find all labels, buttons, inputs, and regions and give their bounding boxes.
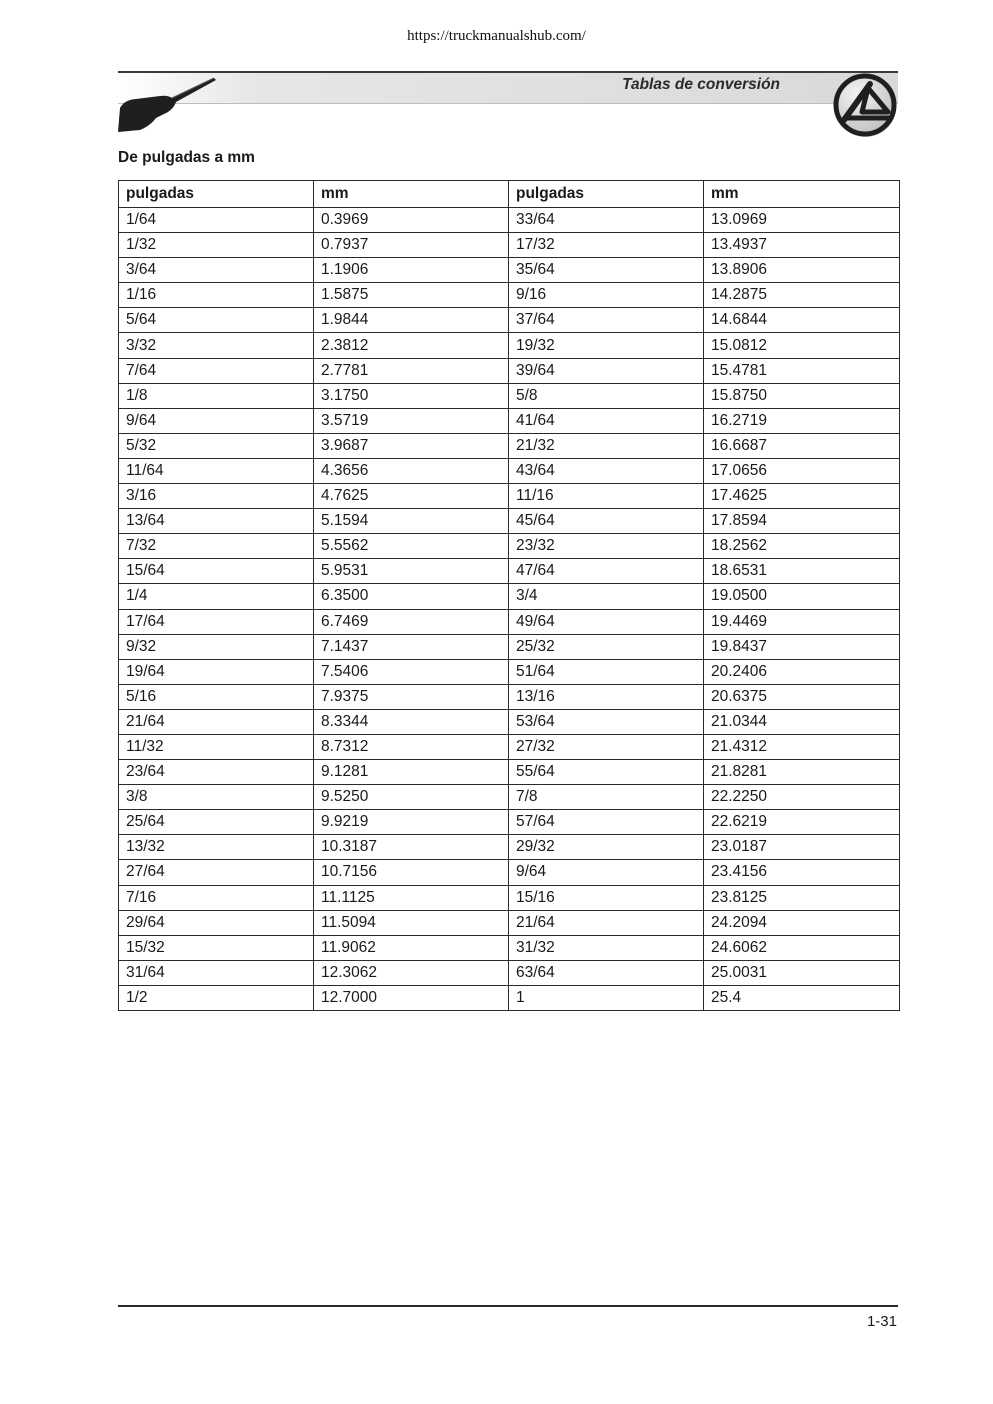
cell-mm: 23.8125 <box>704 885 900 910</box>
cell-inches: 23/32 <box>509 534 704 559</box>
cell-inches: 21/32 <box>509 433 704 458</box>
cell-inches: 13/64 <box>119 509 314 534</box>
cell-inches: 27/64 <box>119 860 314 885</box>
cell-mm: 1.1906 <box>314 258 509 283</box>
cell-inches: 27/32 <box>509 734 704 759</box>
cell-inches: 49/64 <box>509 609 704 634</box>
cell-mm: 19.0500 <box>704 584 900 609</box>
cell-mm: 4.3656 <box>314 458 509 483</box>
cell-mm: 5.9531 <box>314 559 509 584</box>
cell-mm: 10.3187 <box>314 835 509 860</box>
cell-mm: 21.0344 <box>704 709 900 734</box>
cell-mm: 13.8906 <box>704 258 900 283</box>
table-row <box>119 458 900 483</box>
cell-inches: 29/32 <box>509 835 704 860</box>
cell-inches: 1/64 <box>119 208 314 233</box>
table-row <box>119 860 900 885</box>
cell-mm: 19.8437 <box>704 634 900 659</box>
cell-inches: 33/64 <box>509 208 704 233</box>
cell-inches: 37/64 <box>509 308 704 333</box>
cell-mm: 11.9062 <box>314 935 509 960</box>
table-row <box>119 258 900 283</box>
table-row <box>119 534 900 559</box>
cell-mm: 17.8594 <box>704 509 900 534</box>
cell-mm: 0.7937 <box>314 233 509 258</box>
table-row <box>119 960 900 985</box>
cell-inches: 15/32 <box>119 935 314 960</box>
table-row <box>119 810 900 835</box>
cell-mm: 5.5562 <box>314 534 509 559</box>
table-row <box>119 760 900 785</box>
table-header-row <box>119 181 900 208</box>
table-row <box>119 885 900 910</box>
column-header-inches: pulgadas <box>119 181 314 208</box>
conversion-table <box>118 180 900 1011</box>
cell-mm: 19.4469 <box>704 609 900 634</box>
cell-mm: 9.1281 <box>314 760 509 785</box>
cell-mm: 6.7469 <box>314 609 509 634</box>
table-row <box>119 333 900 358</box>
cell-inches: 9/64 <box>509 860 704 885</box>
cell-inches: 1/8 <box>119 383 314 408</box>
cell-mm: 4.7625 <box>314 484 509 509</box>
cell-mm: 22.6219 <box>704 810 900 835</box>
cell-inches: 1/16 <box>119 283 314 308</box>
cell-mm: 14.2875 <box>704 283 900 308</box>
table-row <box>119 659 900 684</box>
cell-inches: 7/32 <box>119 534 314 559</box>
cell-inches: 1/4 <box>119 584 314 609</box>
cell-mm: 16.6687 <box>704 433 900 458</box>
cell-mm: 13.4937 <box>704 233 900 258</box>
table-row <box>119 910 900 935</box>
cell-mm: 8.3344 <box>314 709 509 734</box>
table-row <box>119 559 900 584</box>
cell-inches: 25/64 <box>119 810 314 835</box>
cell-inches: 39/64 <box>509 358 704 383</box>
table-row <box>119 985 900 1010</box>
table-row <box>119 408 900 433</box>
table-row <box>119 484 900 509</box>
cell-inches: 23/64 <box>119 760 314 785</box>
cell-inches: 11/16 <box>509 484 704 509</box>
cell-mm: 25.4 <box>704 985 900 1010</box>
cell-mm: 1.9844 <box>314 308 509 333</box>
cell-inches: 5/32 <box>119 433 314 458</box>
cell-mm: 0.3969 <box>314 208 509 233</box>
cell-mm: 21.8281 <box>704 760 900 785</box>
cell-inches: 1/2 <box>119 985 314 1010</box>
cell-mm: 15.8750 <box>704 383 900 408</box>
cell-mm: 9.9219 <box>314 810 509 835</box>
cell-mm: 8.7312 <box>314 734 509 759</box>
cell-inches: 15/64 <box>119 559 314 584</box>
table-row <box>119 308 900 333</box>
cell-inches: 3/8 <box>119 785 314 810</box>
cell-inches: 5/16 <box>119 684 314 709</box>
cell-inches: 15/16 <box>509 885 704 910</box>
cell-inches: 7/8 <box>509 785 704 810</box>
cell-mm: 2.3812 <box>314 333 509 358</box>
cell-inches: 3/16 <box>119 484 314 509</box>
table-row <box>119 734 900 759</box>
page-number: 1-31 <box>866 1313 897 1330</box>
column-header-inches: pulgadas <box>509 181 704 208</box>
cell-inches: 11/64 <box>119 458 314 483</box>
chapter-logo-icon <box>832 72 900 140</box>
cell-mm: 18.6531 <box>704 559 900 584</box>
cell-mm: 20.2406 <box>704 659 900 684</box>
table-row <box>119 684 900 709</box>
cell-inches: 31/64 <box>119 960 314 985</box>
cell-inches: 51/64 <box>509 659 704 684</box>
cell-mm: 15.0812 <box>704 333 900 358</box>
cell-mm: 9.5250 <box>314 785 509 810</box>
cell-mm: 1.5875 <box>314 283 509 308</box>
cell-inches: 5/64 <box>119 308 314 333</box>
cell-mm: 14.6844 <box>704 308 900 333</box>
table-row <box>119 433 900 458</box>
cell-inches: 1/32 <box>119 233 314 258</box>
table-row <box>119 609 900 634</box>
cell-inches: 5/8 <box>509 383 704 408</box>
cell-inches: 17/64 <box>119 609 314 634</box>
cell-mm: 20.6375 <box>704 684 900 709</box>
cell-mm: 12.7000 <box>314 985 509 1010</box>
cell-inches: 3/32 <box>119 333 314 358</box>
cell-inches: 7/16 <box>119 885 314 910</box>
cell-mm: 15.4781 <box>704 358 900 383</box>
column-header-mm: mm <box>314 181 509 208</box>
table-row <box>119 935 900 960</box>
cell-mm: 16.2719 <box>704 408 900 433</box>
cell-inches: 11/32 <box>119 734 314 759</box>
cell-inches: 47/64 <box>509 559 704 584</box>
cell-inches: 19/32 <box>509 333 704 358</box>
cell-mm: 11.1125 <box>314 885 509 910</box>
cell-inches: 53/64 <box>509 709 704 734</box>
cell-inches: 17/32 <box>509 233 704 258</box>
cell-inches: 45/64 <box>509 509 704 534</box>
cell-mm: 2.7781 <box>314 358 509 383</box>
cell-inches: 13/16 <box>509 684 704 709</box>
cell-inches: 21/64 <box>119 709 314 734</box>
cell-inches: 9/64 <box>119 408 314 433</box>
table-row <box>119 233 900 258</box>
cell-mm: 7.1437 <box>314 634 509 659</box>
cell-mm: 3.1750 <box>314 383 509 408</box>
cell-inches: 9/32 <box>119 634 314 659</box>
column-header-mm: mm <box>704 181 900 208</box>
table-row <box>119 509 900 534</box>
table-row <box>119 634 900 659</box>
table-row <box>119 383 900 408</box>
cell-mm: 17.4625 <box>704 484 900 509</box>
cell-mm: 6.3500 <box>314 584 509 609</box>
cell-inches: 43/64 <box>509 458 704 483</box>
cell-inches: 25/32 <box>509 634 704 659</box>
cell-mm: 11.5094 <box>314 910 509 935</box>
header-title: Tablas de conversión <box>622 76 780 93</box>
cell-mm: 10.7156 <box>314 860 509 885</box>
cell-inches: 55/64 <box>509 760 704 785</box>
source-url[interactable]: https://truckmanualshub.com/ <box>407 28 586 44</box>
cell-mm: 13.0969 <box>704 208 900 233</box>
cell-mm: 21.4312 <box>704 734 900 759</box>
table-row <box>119 358 900 383</box>
cell-inches: 19/64 <box>119 659 314 684</box>
cell-mm: 3.5719 <box>314 408 509 433</box>
cell-inches: 57/64 <box>509 810 704 835</box>
cell-inches: 3/4 <box>509 584 704 609</box>
cell-mm: 22.2250 <box>704 785 900 810</box>
cell-mm: 23.0187 <box>704 835 900 860</box>
cell-inches: 3/64 <box>119 258 314 283</box>
table-row <box>119 208 900 233</box>
table-row <box>119 785 900 810</box>
cell-mm: 24.2094 <box>704 910 900 935</box>
hand-pointer-icon <box>116 74 220 136</box>
cell-mm: 5.1594 <box>314 509 509 534</box>
cell-inches: 9/16 <box>509 283 704 308</box>
section-title: De pulgadas a mm <box>118 149 255 166</box>
cell-inches: 35/64 <box>509 258 704 283</box>
cell-inches: 41/64 <box>509 408 704 433</box>
cell-inches: 29/64 <box>119 910 314 935</box>
header-band <box>118 71 898 104</box>
cell-mm: 12.3062 <box>314 960 509 985</box>
table-row <box>119 283 900 308</box>
cell-mm: 23.4156 <box>704 860 900 885</box>
table-row <box>119 709 900 734</box>
cell-mm: 7.9375 <box>314 684 509 709</box>
cell-mm: 7.5406 <box>314 659 509 684</box>
cell-inches: 13/32 <box>119 835 314 860</box>
cell-mm: 3.9687 <box>314 433 509 458</box>
footer-rule <box>118 1305 898 1307</box>
cell-inches: 21/64 <box>509 910 704 935</box>
cell-inches: 63/64 <box>509 960 704 985</box>
cell-mm: 25.0031 <box>704 960 900 985</box>
cell-mm: 18.2562 <box>704 534 900 559</box>
cell-inches: 7/64 <box>119 358 314 383</box>
cell-inches: 31/32 <box>509 935 704 960</box>
table-row <box>119 584 900 609</box>
cell-mm: 24.6062 <box>704 935 900 960</box>
cell-inches: 1 <box>509 985 704 1010</box>
cell-mm: 17.0656 <box>704 458 900 483</box>
table-row <box>119 835 900 860</box>
